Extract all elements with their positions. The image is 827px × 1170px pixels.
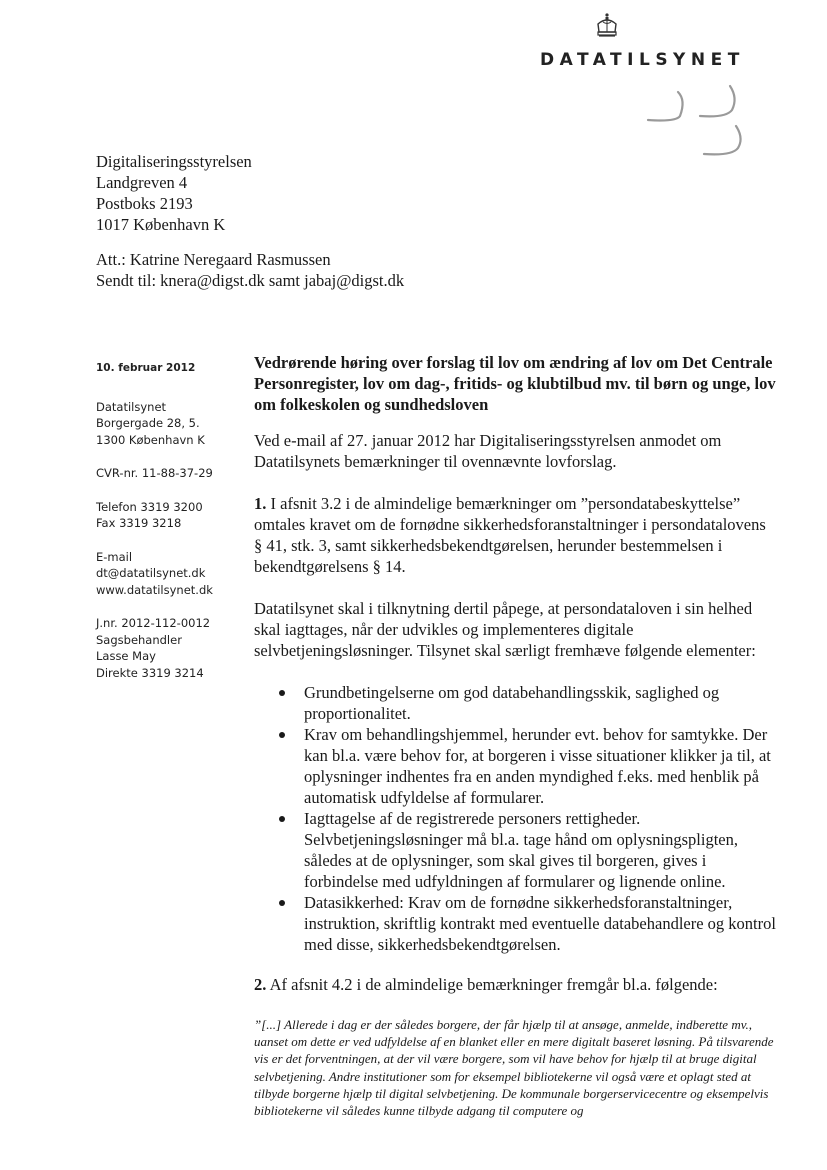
sender-city: 1300 København K <box>96 432 205 447</box>
section-2-paragraph <box>254 974 776 995</box>
recipient-line: Digitaliseringsstyrelsen <box>96 152 252 171</box>
recipient-line: Postboks 2193 <box>96 194 193 213</box>
email-address: dt@datatilsynet.dk <box>96 566 206 580</box>
cvr-number <box>96 465 246 482</box>
email-block <box>96 549 246 599</box>
sent-to-line: Sendt til: knera@digst.dk samt jabaj@digst.dk <box>96 271 405 290</box>
section-1-paragraph <box>254 493 776 577</box>
fax-number: Fax 3319 3218 <box>96 516 182 530</box>
sender-street: Borgergade 28, 5. <box>96 416 200 430</box>
case-handler-label: Sagsbehandler <box>96 632 182 647</box>
case-handler-name: Lasse May <box>96 649 156 663</box>
section-1-followup: Datatilsynet skal i tilknytning dertil påpege, at persondataloven i sin helhed skal iagttages, når der udvikles og implementeres digitale selvbetjeningsløsninger. Tilsynet skal særligt fremhæve følgende elementer: <box>254 599 756 660</box>
list-item-text: Iagttagelse af de registrerede personers rettigheder. Selvbetjeningsløsninger må bl.a. tage hånd om oplysningspligten, således at de oplysninger, som skal gives til borgeren, gives i forbindelse med udfyldningen af formularer og lignende online. <box>304 809 738 891</box>
handwritten-initials <box>640 82 760 164</box>
phone-block <box>96 499 246 532</box>
case-handler-phone: Direkte 3319 3214 <box>96 665 204 680</box>
section-number: 2. <box>254 975 267 994</box>
list-item-text: Datasikkerhed: Krav om de fornødne sikkerhedsforanstaltninger, instruktion, skriftlig kontrakt med eventuelle databehandlere og kontrol med disse, sikkerhedsbekendtgørelsen. <box>304 893 776 954</box>
sender-org: Datatilsynet <box>96 399 167 414</box>
logo-wordmark: DATATILSYNET <box>540 50 745 70</box>
recipient-line: 1017 København K <box>96 215 226 234</box>
list-item-text: Grundbetingelserne om god databehandlingsskik, saglighed og proportionalitet. <box>304 683 720 723</box>
quoted-text: ”[...] Allerede i dag er der således borgere, der får hjælp til at ansøge, anmelde, indberette mv., uanset om dette er ved udfyldelse af en blanket eller en mere digitalt baseret løsning. På tilsvarende vis er det forventningen, at der vil være borgere, som vil have behov for hjælp til at bruge digital selvbetjening. Andre institutioner som for eksempel bibliotekerne vil også være et oplagt sted at tilbyde borgerne hjælp til digital selvbetjening. De kommunale borgerservicecentre og eksempelvis bibliotekerne vil således kunne tilbyde adgang til computere og <box>254 1017 774 1119</box>
list-item-text: Krav om behandlingshjemmel, herunder evt. behov for samtykke. Der kan bl.a. være behov for, at borgeren i visse situationer klikker ja til, at oplysninger indhentes fra en anden myndighed f.eks. med henblik på automatisk udfyldelse af formularer. <box>304 725 771 807</box>
section-1-text: I afsnit 3.2 i de almindelige bemærkninger om ”persondatabeskyttelse” omtales kravet om de fornødne sikkerhedsforanstaltninger i persondatalovens § 41, stk. 3, samt sikkerhedsbekendtgørelsen, herunder bestemmelsen i bekendtgørelsens § 14. <box>254 494 766 576</box>
crown-logo-icon <box>594 12 620 40</box>
intro-paragraph: Ved e-mail af 27. januar 2012 har Digitaliseringsstyrelsen anmodet om Datatilsynets bemærkninger til ovennævnte lovforslag. <box>254 431 722 471</box>
recipient-address <box>96 151 252 235</box>
case-number: J.nr. 2012-112-0012 <box>96 616 211 630</box>
bullet-icon <box>279 900 285 906</box>
list-item <box>254 724 776 808</box>
email-label: E-mail <box>96 549 133 564</box>
website-url: www.datatilsynet.dk <box>96 582 213 597</box>
bullet-icon <box>279 690 285 696</box>
letter-date: 10. februar 2012 <box>96 362 196 374</box>
sender-address <box>96 399 246 449</box>
recipient-line: Landgreven 4 <box>96 173 188 192</box>
bullet-icon <box>279 816 285 822</box>
requirements-list <box>254 682 776 955</box>
letter-subject: Vedrørende høring over forslag til lov om ændring af lov om Det Centrale Personregister, lov om dag-, fritids- og klubtilbud mv. til børn og unge, lov om folkeskolen og sundhedsloven <box>254 353 776 414</box>
list-item <box>254 892 776 955</box>
phone-number: Telefon 3319 3200 <box>96 499 203 514</box>
attention-block <box>96 249 404 291</box>
attention-line: Att.: Katrine Neregaard Rasmussen <box>96 250 331 269</box>
section-2-text: Af afsnit 4.2 i de almindelige bemærkninger fremgår bl.a. følgende: <box>269 975 718 994</box>
letter-body <box>254 352 776 1119</box>
bullet-icon <box>279 732 285 738</box>
case-block <box>96 615 246 681</box>
section-number: 1. <box>254 494 267 513</box>
sender-sidebar <box>96 360 246 698</box>
list-item <box>254 682 776 724</box>
cvr-text: CVR-nr. 11-88-37-29 <box>96 466 213 480</box>
list-item <box>254 808 776 892</box>
